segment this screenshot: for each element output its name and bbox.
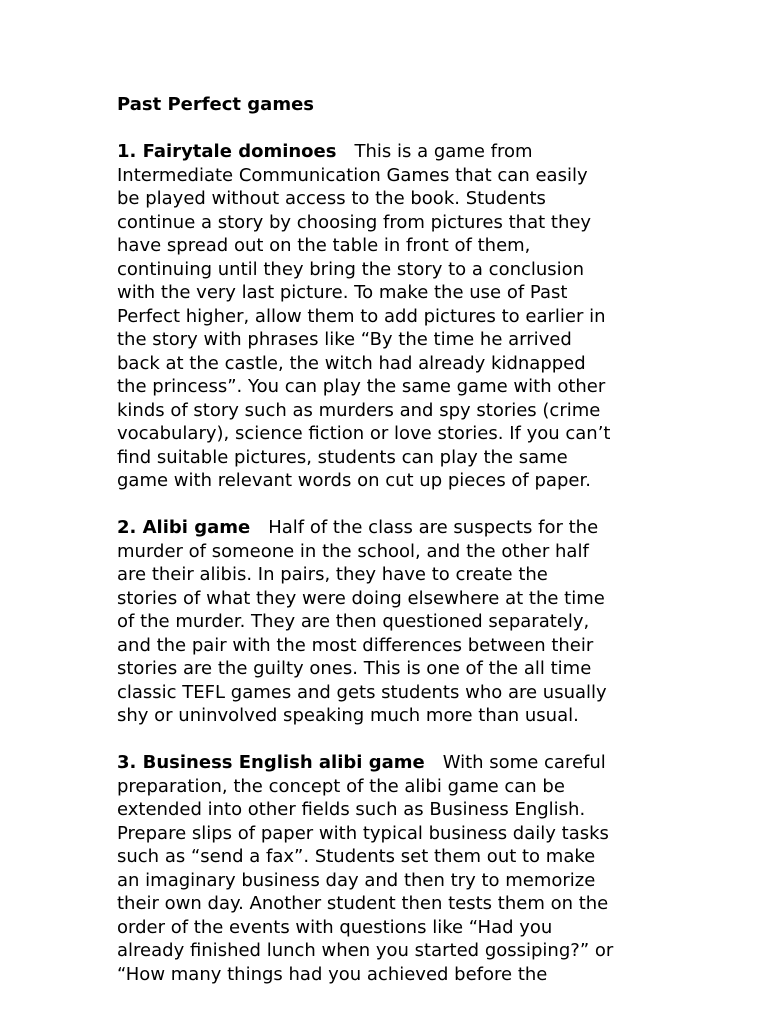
paragraph-line: kinds of story such as murders and spy stories (crime bbox=[117, 399, 601, 421]
paragraph-line: extended into other fields such as Business English. bbox=[117, 799, 586, 820]
paragraph-line: “How many things had you achieved before the bbox=[117, 963, 548, 985]
paragraph-line: murder of someone in the school, and the other half bbox=[117, 540, 589, 562]
paragraph-line: game with relevant words on cut up pieces of paper. bbox=[117, 470, 591, 491]
paragraph-line: back at the castle, the witch had already kidnapped bbox=[117, 352, 586, 374]
paragraph-line: continuing until they bring the story to a conclusion bbox=[117, 258, 585, 280]
paragraph-line: find suitable pictures, students can play the same bbox=[117, 446, 568, 468]
paragraph-line: vocabulary), science fiction or love stories. If you can’t bbox=[117, 423, 611, 444]
paragraph-line: continue a story by choosing from pictures that they bbox=[117, 211, 592, 233]
line-text: Half of the class are suspects for the bbox=[268, 517, 599, 538]
paragraph-line: the story with phrases like “By the time he arrived bbox=[117, 329, 572, 350]
paragraph-line: stories of what they were doing elsewhere at the time bbox=[117, 587, 605, 609]
paragraph-line bbox=[117, 140, 657, 164]
document-title: Past Perfect games bbox=[117, 94, 315, 115]
paragraph-line: stories are the guilty ones. This is one of the all time bbox=[117, 658, 592, 679]
paragraph-line: be played without access to the book. Students bbox=[117, 188, 546, 209]
paragraph-line: with the very last picture. To make the use of Past bbox=[117, 282, 568, 303]
paragraph-line: have spread out on the table in front of them, bbox=[117, 235, 531, 256]
paragraph-line: preparation, the concept of the alibi game can be bbox=[117, 775, 565, 797]
section-alibi-game bbox=[117, 516, 657, 728]
paragraph-line bbox=[117, 516, 657, 540]
paragraph-line bbox=[117, 751, 657, 775]
line-text: This is a game from bbox=[354, 141, 533, 162]
paragraph-line: the princess”. You can play the same game with other bbox=[117, 376, 606, 397]
paragraph-line: such as “send a fax”. Students set them out to make bbox=[117, 846, 596, 867]
paragraph-line: an imaginary business day and then try to memorize bbox=[117, 869, 596, 891]
section-heading: 1. Fairytale dominoes bbox=[117, 141, 337, 162]
paragraph-line: Perfect higher, allow them to add pictures to earlier in bbox=[117, 305, 606, 327]
document-page bbox=[117, 93, 657, 1010]
paragraph-line: their own day. Another student then tests them on the bbox=[117, 893, 609, 914]
paragraph-line: are their alibis. In pairs, they have to create the bbox=[117, 564, 548, 585]
paragraph-line: and the pair with the most differences between their bbox=[117, 634, 594, 656]
paragraph-line: order of the events with questions like “Had you bbox=[117, 916, 553, 938]
paragraph-line: already finished lunch when you started gossiping?” or bbox=[117, 940, 614, 961]
paragraph-line: classic TEFL games and gets students who are usually bbox=[117, 681, 607, 703]
section-fairytale-dominoes bbox=[117, 140, 657, 493]
paragraph-line: shy or uninvolved speaking much more than usual. bbox=[117, 705, 579, 726]
paragraph-line: of the murder. They are then questioned separately, bbox=[117, 611, 590, 632]
section-heading: 3. Business English alibi game bbox=[117, 752, 425, 773]
paragraph-line: Intermediate Communication Games that can easily bbox=[117, 164, 588, 186]
line-text: With some careful bbox=[442, 752, 606, 773]
paragraph-line: Prepare slips of paper with typical business daily tasks bbox=[117, 822, 609, 844]
section-heading: 2. Alibi game bbox=[117, 517, 251, 538]
section-business-english-alibi-game bbox=[117, 751, 657, 986]
